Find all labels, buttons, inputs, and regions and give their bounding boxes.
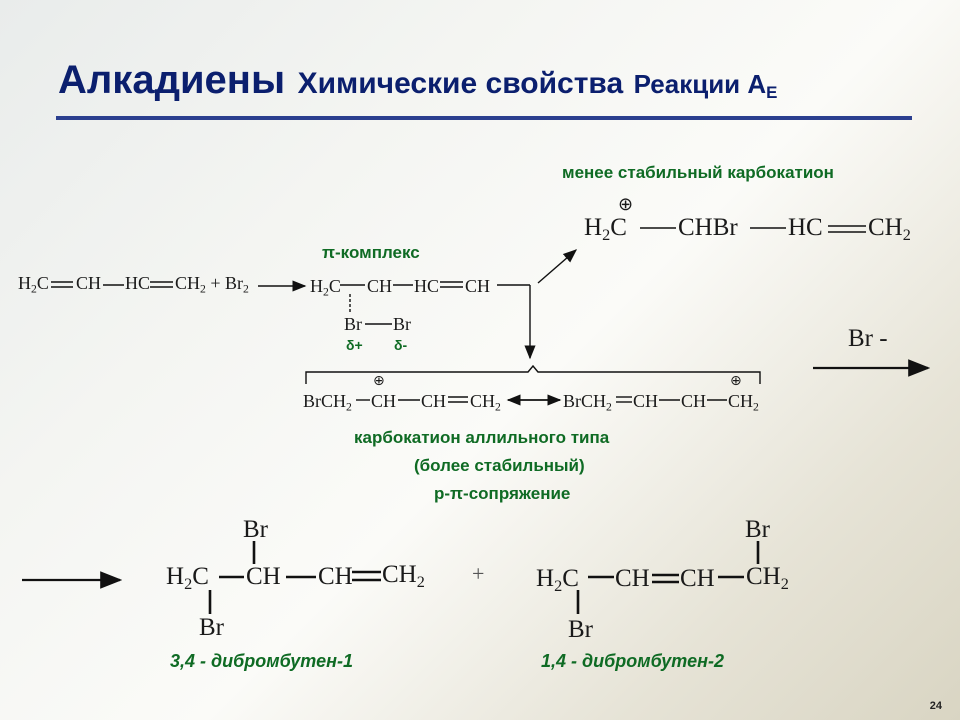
more-stable-label: (более стабильный) — [414, 456, 585, 475]
top-ch2: $CH_2$ — [868, 214, 911, 244]
product2-ch: CH — [615, 565, 650, 592]
allyl-left-ch: CH — [371, 391, 397, 411]
plus-charge-icon: ⊕ — [730, 373, 742, 389]
allyl-right-ch2: $CH_2$ — [728, 391, 759, 414]
pi-h2c: $H_2C$ — [310, 276, 341, 299]
title-main: Алкадиены — [58, 58, 286, 102]
less-stable-label: менее стабильный карбокатион — [562, 163, 834, 182]
pi-br2: Br — [393, 314, 411, 334]
allyl-right-ch: CH — [633, 391, 659, 411]
allyl-right-ch-b: CH — [681, 391, 707, 411]
allyl-left-ch2: $CH_2$ — [470, 391, 501, 414]
top-hc: HC — [788, 214, 823, 241]
product1-ch2: $CH_2$ — [382, 561, 425, 591]
pi-br1: Br — [344, 314, 362, 334]
top-h2c: $H_2C$ — [584, 214, 627, 244]
pi-ch: CH — [367, 276, 393, 296]
reactant-h2c: $H_2C$ — [18, 273, 49, 296]
allyl-type-label: карбокатион аллильного типа — [354, 428, 610, 447]
top-chbr: CHBr — [678, 214, 738, 241]
reactant-ch2-br2: $CH_2 + Br_2$ — [175, 273, 249, 296]
product1-ch-b: CH — [318, 563, 353, 590]
delta-plus-label: δ+ — [346, 337, 363, 353]
pi-complex-label: π-комплекс — [322, 243, 420, 262]
delta-minus-label: δ- — [394, 337, 408, 353]
pi-hc: HC — [414, 276, 440, 296]
conjugation-label: p-π-сопряжение — [434, 484, 571, 503]
product2-br-bottom: Br — [568, 616, 593, 643]
product2-h2c: $H_2C$ — [536, 565, 579, 595]
page-number: 24 — [929, 700, 942, 712]
plus-sign: + — [472, 561, 485, 586]
plus-charge-icon: ⊕ — [373, 373, 385, 389]
product1-h2c: $H_2C$ — [166, 563, 209, 593]
pi-ch-end: CH — [465, 276, 491, 296]
reactant-hc: HC — [125, 273, 151, 293]
product1-name: 3,4 - дибромбутен-1 — [170, 651, 353, 671]
allyl-left-ch-b: CH — [421, 391, 447, 411]
plus-charge-icon: ⊕ — [618, 194, 634, 215]
bromide-ion: Br - — [848, 325, 888, 352]
reactant-ch: CH — [76, 273, 102, 293]
product1-br-bottom: Br — [199, 614, 224, 641]
product2-name: 1,4 - дибромбутен-2 — [541, 651, 724, 671]
product1-ch: CH — [246, 563, 281, 590]
title-sub2: Реакции $A_E$ — [633, 69, 778, 103]
product2-br-top: Br — [745, 516, 770, 543]
product2-ch2: $CH_2$ — [746, 563, 789, 593]
allyl-right-brch2: BrCH$_2$ — [563, 391, 612, 414]
title-sub: Химические свойства — [297, 67, 624, 100]
product1-br-top: Br — [243, 516, 268, 543]
product2-ch-b: CH — [680, 565, 715, 592]
allyl-left-brch2: BrCH$_2$ — [303, 391, 352, 414]
